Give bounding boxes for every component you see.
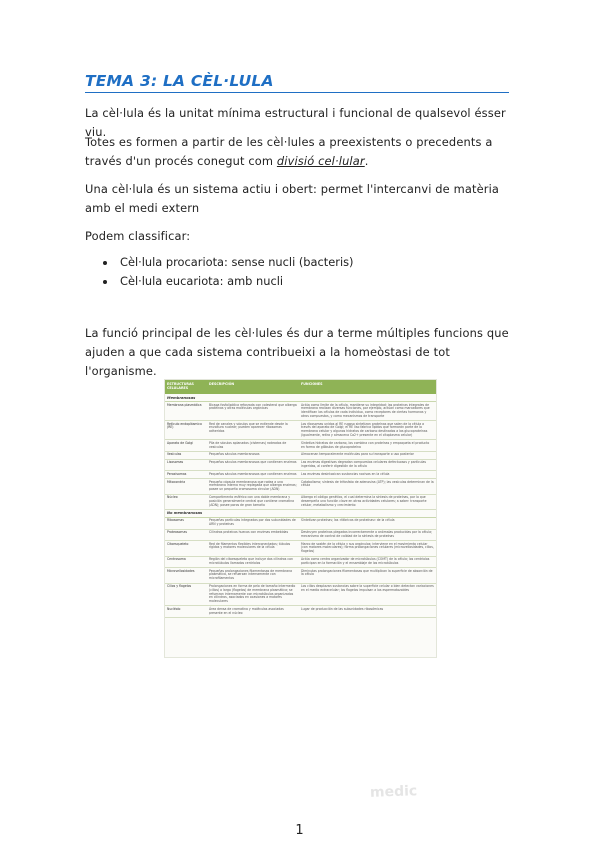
list-item-text: Cèl·lula eucariota: amb nucli [120,274,284,288]
header-functions: FUNCIONES [301,382,323,386]
list-item [103,253,354,272]
table-row [165,557,436,569]
table-cell: Red de canales y sáculos que se extiende desde la envoltura nuclear; pueden aparecer ribosomas adheridos [209,421,288,434]
list-item-text: Cèl·lula procariota: sense nucli (bacteris) [120,255,354,269]
table-cell: Microvellosidades [167,568,195,573]
page-title: TEMA 3: LA CÈL·LULA [85,72,509,93]
paragraph-classify: Podem classificar: [85,229,191,243]
table-cell: Prolongaciones en forma de pelo de tamaño intermedio (cilios) o largo (flagelos) de membrana plasmática; se refuerzan internamente con microtúbulos organizados en cilindros, asociados en ocasiones a motores moleculares [209,584,296,604]
table-row [165,530,436,542]
table-cell: Los ribosomas unidos al RE rugoso sintetizan proteínas que salen de la célula a través del aparato de Golgi; el RE liso fabrica lípidos que formarán parte de la membrana celular y algunos hidratos de carbono destinados a las glucoproteínas (igualmente, retira y almacena Ca2+ presente en el citoplasma celular) [301,421,428,438]
cell-division-link[interactable]: divisió cel·lular [276,154,365,168]
table-cell: Pequeñas partículas integradas por dos subunidades de ARN y proteínas [209,518,296,527]
table-cell: Retículo endoplásmico (RE) [167,421,202,430]
organelle-table-image [164,379,437,801]
table-cell: Pequeñas prolongaciones filamentosas de membrana plasmática, se refuerzan internamente con microfilamentos [209,568,293,581]
header-description: DESCRIPCIÓN [209,382,235,386]
table-cell: Almacenan temporalmente moléculas para su transporte o uso posterior [301,452,414,457]
table-group-label: Membranosas [165,394,436,402]
table-row [165,541,436,556]
table-cell: Diminutas prolongaciones filamentosas que multiplican la superficie de absorción de la célula [301,568,433,577]
table-cell: Bicapa fosfolipídica reforzada con colesterol que alberga proteínas y otras moléculas orgánicas [209,402,297,411]
paragraph-origin [85,133,525,171]
table-cell: Lisosomas [167,460,184,465]
table-cell: Actúa como límite de la célula, mantiene su integridad; las proteínas integrales de membrana realizan diversas funciones, por ejemplo, actúan como marcadores que identifican las células de cada individuo, como receptores de ciertas hormonas y otros compuestos, y como mecanismos de transporte [301,402,430,418]
table-row [165,440,436,452]
table-row [165,460,436,472]
table-cell: Las enzimas desintoxican sustancias nocivas en la célula [301,471,390,476]
list-item [103,272,354,291]
table-cell: Los cilios desplazan sustancias sobre la superficie celular o bien detectan variaciones en el medio extracelular; los flagelos impulsan a los espermatozoides [301,584,434,592]
table-cell: Pequeños sáculos membranosos que contienen enzimas [209,460,297,465]
watermark: medic [369,783,418,801]
table-row [165,584,436,607]
table-row [165,452,436,460]
table-cell: Pequeños sáculos membranosos que contienen enzimas [209,471,297,476]
paragraph-definition: La cèl·lula és la unitat mínima estructural i funcional de qualsevol ésser viu. [85,106,506,139]
table-cell: Compartimento esférico con una doble membrana y posición generalmente central que contiene cromatina (ADN); posee poros de gran tamaño [209,495,295,507]
cell-type-list [103,253,354,291]
table-row [165,606,436,618]
table-cell: Ribosomas [167,518,184,523]
table-group-label: No membranosas [165,510,436,518]
table-cell: Citoesqueleto [167,541,189,546]
page-number: 1 [295,823,304,838]
table-cell: Sintetizan proteínas; las «fábricas de proteínas» de la célula [301,518,395,523]
table-cell: Centrosoma [167,557,186,562]
table-cell: Sintetiza hidratos de carbono, los combina con proteínas y empaqueta el producto en forma de glóbulos de glucoproteína [301,440,430,449]
table-cell: Proteasomas [167,530,187,535]
table-cell: Membrana plasmática [167,402,202,407]
table-cell: Nucléolo [167,606,181,611]
table-cell: Marco de sostén de la célula y sus orgánulos; interviene en el movimiento celular (con motores moleculares); forma prolongaciones celulares (microvellosidades, cilios, flagelos) [301,541,434,554]
paragraph-function: La funció principal de les cèl·lules és dur a terme múltiples funcions que ajuden a que cada sistema contribueixi a la homeòstasi de tot l'organisme. [85,326,509,378]
table-cell: Alberga el código genético, el cual determina la síntesis de proteínas, por lo que desempeña una función clave en otras actividades celulares; a saber: transporte celular, metabolismo y crecimiento [301,495,427,507]
table-cell: Lugar de producción de las subunidades ribosómicas [301,606,384,611]
header-structures: ESTRUCTURAS CELULARES [167,382,194,390]
paragraph-open-system: Una cèl·lula és un sistema actiu i obert: permet l'intercanvi de matèria amb el medi extern [85,182,500,215]
table-row [165,471,436,479]
table-cell: Las enzimas digestivas degradan compuestos celulares defectuosos y partículas ingeridas, al conferir digestión de la célula [301,460,426,469]
table-cell: Cilindros proteicos huecos con enzimas embebidas [209,530,289,535]
table-cell: Cilios y flagelos [167,584,192,588]
table-row [165,518,436,530]
table-cell: Peroxisomas [167,471,187,476]
table-cell: Catabolismo; síntesis de trifosfato de adenosina (ATP); las vesículas determinan de la célula [301,479,434,488]
paragraph-origin-text: Totes es formen a partir de les cèl·lules a preexistents o precedents a través d'un procés conegut com [85,135,493,168]
table-cell: Mitocondria [167,479,186,484]
table-cell: Pila de sáculos aplanados (cisternas) rodeados de vesículas [209,440,287,449]
bullet-icon [103,280,107,284]
table-cell: Actúa como centro organizador de microtúbulos (COMT) de la célula; los centríolos participan en la formación y el ensamblaje de los microtúbulos [301,557,430,565]
table-row [165,568,436,583]
table-cell: Aparato de Golgi [167,440,194,445]
table-cell: Área densa de cromatina y moléculas asociadas presente en el núcleo [209,606,284,615]
table-row [165,421,436,440]
table-row [165,495,436,510]
table-body [165,394,436,618]
table-cell: Destruyen proteínas plegadas incorrectamente o anómalas producidas por la célula; mecanismo de control de calidad de la síntesis de proteínas [301,530,433,538]
table-header [165,380,436,394]
table-cell: Vesículas [167,452,182,457]
table-cell: Pequeños sáculos membranosos [209,452,260,457]
table-row [165,479,436,494]
table-cell: Red de filamentos flexibles interconectados; túbulos rígidos y motores moleculares de la célula [209,541,291,550]
table-row [165,402,436,421]
table-cell: Núcleo [167,495,178,500]
paragraph-origin-end: . [364,154,369,168]
bullet-icon [103,261,107,265]
table-cell: Pequeño cápsula membranosa que rodea a una membrana interna muy replegada que alberga enzimas; posee un pequeño cromosoma circular (ADN) [209,479,297,492]
table-cell: Región del citoesqueleto que incluye dos cilindros con microtúbulos llamados centríolos [209,557,293,565]
